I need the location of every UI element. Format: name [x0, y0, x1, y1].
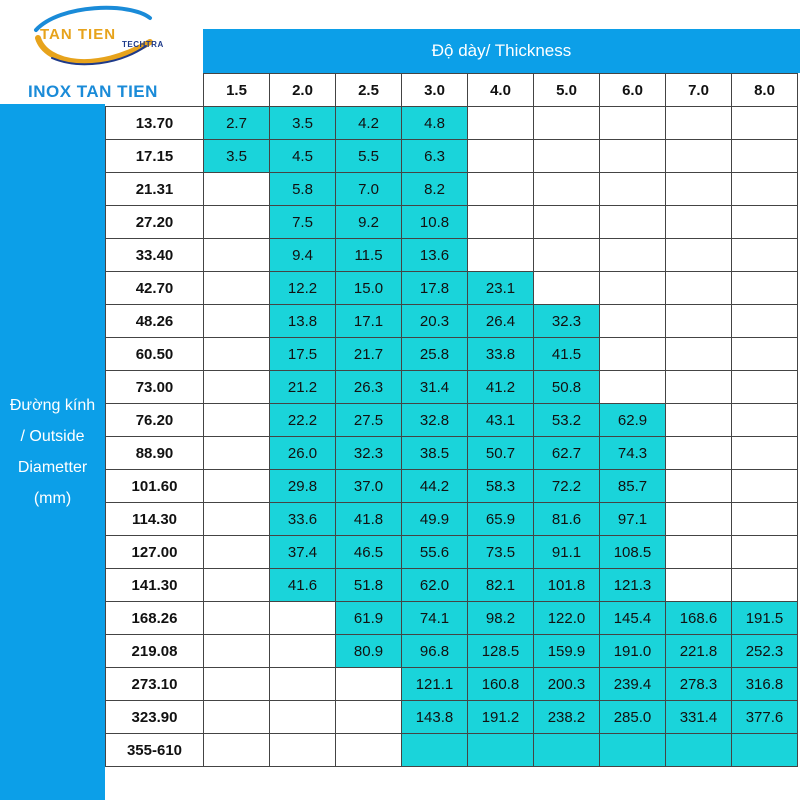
outside-diameter-cell: 101.60 — [106, 470, 204, 503]
weight-cell — [666, 206, 732, 239]
weight-cell — [600, 173, 666, 206]
weight-cell: 191.5 — [732, 602, 798, 635]
weight-cell — [732, 239, 798, 272]
weight-cell: 32.3 — [336, 437, 402, 470]
weight-cell — [204, 734, 270, 767]
weight-cell: 73.5 — [468, 536, 534, 569]
weight-cell: 26.0 — [270, 437, 336, 470]
weight-cell: 285.0 — [600, 701, 666, 734]
weight-cell: 3.5 — [270, 107, 336, 140]
weight-cell — [732, 503, 798, 536]
weight-cell: 50.8 — [534, 371, 600, 404]
weight-cell: 44.2 — [402, 470, 468, 503]
weight-cell — [204, 668, 270, 701]
weight-cell — [666, 239, 732, 272]
thickness-header-cell: 4.0 — [468, 74, 534, 107]
weight-cell: 10.8 — [402, 206, 468, 239]
table-row — [106, 437, 798, 470]
weight-cell: 9.4 — [270, 239, 336, 272]
side-header-line: / Outside — [20, 428, 85, 445]
weight-cell: 27.5 — [336, 404, 402, 437]
weight-cell — [468, 239, 534, 272]
table-row — [106, 635, 798, 668]
weight-cell: 8.2 — [402, 173, 468, 206]
weight-cell: 191.0 — [600, 635, 666, 668]
thickness-header-cell: 5.0 — [534, 74, 600, 107]
weight-cell: 51.8 — [336, 569, 402, 602]
weight-cell: 81.6 — [534, 503, 600, 536]
weight-cell — [336, 668, 402, 701]
weight-cell: 17.8 — [402, 272, 468, 305]
weight-cell — [468, 140, 534, 173]
weight-cell: 145.4 — [600, 602, 666, 635]
weight-cell: 128.5 — [468, 635, 534, 668]
weight-cell: 74.1 — [402, 602, 468, 635]
thickness-header-cell: 1.5 — [204, 74, 270, 107]
weight-cell — [666, 536, 732, 569]
weight-cell: 101.8 — [534, 569, 600, 602]
weight-cell — [534, 107, 600, 140]
weight-cell: 122.0 — [534, 602, 600, 635]
weight-cell — [204, 338, 270, 371]
weight-cell: 58.3 — [468, 470, 534, 503]
weight-cell: 3.5 — [204, 140, 270, 173]
weight-cell: 50.7 — [468, 437, 534, 470]
weight-cell — [666, 107, 732, 140]
table-row — [106, 668, 798, 701]
outside-diameter-cell: 27.20 — [106, 206, 204, 239]
weight-cell: 7.0 — [336, 173, 402, 206]
weight-cell: 21.2 — [270, 371, 336, 404]
side-header-line: Đường kính — [9, 397, 96, 414]
weight-cell: 55.6 — [402, 536, 468, 569]
weight-cell — [732, 437, 798, 470]
weight-cell: 37.4 — [270, 536, 336, 569]
weight-cell — [270, 635, 336, 668]
weight-cell — [732, 338, 798, 371]
weight-cell: 13.6 — [402, 239, 468, 272]
weight-cell: 80.9 — [336, 635, 402, 668]
logo-top-text: TAN TIEN — [40, 26, 117, 43]
weight-cell: 41.6 — [270, 569, 336, 602]
weight-cell — [204, 602, 270, 635]
outside-diameter-cell: 42.70 — [106, 272, 204, 305]
weight-cell — [204, 239, 270, 272]
weight-cell: 6.3 — [402, 140, 468, 173]
weight-cell — [666, 140, 732, 173]
table-row — [106, 470, 798, 503]
thickness-title: Độ dày/ Thickness — [431, 41, 572, 60]
weight-cell: 29.8 — [270, 470, 336, 503]
weight-cell: 62.9 — [600, 404, 666, 437]
thickness-header-cell: 2.0 — [270, 74, 336, 107]
weight-cell: 5.8 — [270, 173, 336, 206]
weight-cell: 91.1 — [534, 536, 600, 569]
outside-diameter-cell: 60.50 — [106, 338, 204, 371]
weight-cell — [600, 371, 666, 404]
weight-cell: 15.0 — [336, 272, 402, 305]
weight-cell — [204, 470, 270, 503]
outside-diameter-cell: 219.08 — [106, 635, 204, 668]
weight-cell — [534, 206, 600, 239]
weight-cell — [204, 536, 270, 569]
thickness-header-cell: 6.0 — [600, 74, 666, 107]
table-row — [106, 239, 798, 272]
table-row — [106, 602, 798, 635]
weight-cell — [666, 734, 732, 767]
weight-cell — [732, 272, 798, 305]
weight-cell — [204, 371, 270, 404]
weight-cell — [666, 338, 732, 371]
weight-cell: 65.9 — [468, 503, 534, 536]
thickness-header — [203, 29, 800, 73]
weight-cell — [468, 734, 534, 767]
weight-cell: 98.2 — [468, 602, 534, 635]
weight-cell — [600, 239, 666, 272]
weight-cell — [270, 701, 336, 734]
weight-cell — [204, 305, 270, 338]
table-row — [106, 206, 798, 239]
weight-cell — [732, 173, 798, 206]
table-row — [106, 734, 798, 767]
weight-cell: 21.7 — [336, 338, 402, 371]
weight-cell — [600, 107, 666, 140]
weight-cell: 61.9 — [336, 602, 402, 635]
weight-cell: 41.5 — [534, 338, 600, 371]
weight-cell: 46.5 — [336, 536, 402, 569]
outside-diameter-cell: 141.30 — [106, 569, 204, 602]
weight-cell: 331.4 — [666, 701, 732, 734]
weight-cell: 43.1 — [468, 404, 534, 437]
weight-cell: 96.8 — [402, 635, 468, 668]
weight-cell: 316.8 — [732, 668, 798, 701]
weight-cell — [204, 437, 270, 470]
weight-cell: 221.8 — [666, 635, 732, 668]
weight-cell: 33.8 — [468, 338, 534, 371]
table-row — [106, 305, 798, 338]
weight-cell — [732, 206, 798, 239]
weight-cell: 17.1 — [336, 305, 402, 338]
weight-cell: 26.3 — [336, 371, 402, 404]
weight-cell — [666, 404, 732, 437]
weight-cell: 7.5 — [270, 206, 336, 239]
table-row — [106, 371, 798, 404]
weight-cell: 26.4 — [468, 305, 534, 338]
weight-cell — [534, 734, 600, 767]
weight-cell — [732, 536, 798, 569]
weight-cell: 32.8 — [402, 404, 468, 437]
weight-cell — [600, 338, 666, 371]
weight-cell — [204, 503, 270, 536]
weight-cell — [666, 272, 732, 305]
weight-cell: 17.5 — [270, 338, 336, 371]
weight-cell: 4.2 — [336, 107, 402, 140]
weight-cell: 62.0 — [402, 569, 468, 602]
weight-cell: 121.1 — [402, 668, 468, 701]
weight-cell: 31.4 — [402, 371, 468, 404]
weight-cell: 143.8 — [402, 701, 468, 734]
weight-cell — [270, 602, 336, 635]
weight-cell: 13.8 — [270, 305, 336, 338]
weight-cell — [666, 437, 732, 470]
thickness-header-cell: 3.0 — [402, 74, 468, 107]
weight-cell — [204, 206, 270, 239]
side-header-line: Diametter — [17, 459, 88, 476]
table-row — [106, 107, 798, 140]
weight-cell: 160.8 — [468, 668, 534, 701]
weight-cell: 49.9 — [402, 503, 468, 536]
weight-cell: 32.3 — [534, 305, 600, 338]
table-row — [106, 701, 798, 734]
weight-cell — [666, 569, 732, 602]
weight-cell — [732, 404, 798, 437]
weight-cell — [666, 173, 732, 206]
weight-cell — [534, 272, 600, 305]
weight-cell — [732, 569, 798, 602]
table-row — [106, 338, 798, 371]
table-row — [106, 503, 798, 536]
logo-sub-text: TECHTRA — [122, 40, 164, 49]
weight-cell — [666, 305, 732, 338]
weight-cell: 37.0 — [336, 470, 402, 503]
weight-cell: 33.6 — [270, 503, 336, 536]
weight-cell — [732, 734, 798, 767]
weight-cell: 20.3 — [402, 305, 468, 338]
outside-diameter-cell: 48.26 — [106, 305, 204, 338]
weight-cell: 22.2 — [270, 404, 336, 437]
outside-diameter-cell: 355-610 — [106, 734, 204, 767]
weight-cell: 82.1 — [468, 569, 534, 602]
weight-cell: 41.8 — [336, 503, 402, 536]
weight-cell — [336, 734, 402, 767]
weight-cell: 168.6 — [666, 602, 732, 635]
weight-cell: 191.2 — [468, 701, 534, 734]
weight-cell — [336, 701, 402, 734]
weight-cell: 85.7 — [600, 470, 666, 503]
weight-cell: 159.9 — [534, 635, 600, 668]
weight-cell: 25.8 — [402, 338, 468, 371]
weight-cell: 238.2 — [534, 701, 600, 734]
weight-cell: 252.3 — [732, 635, 798, 668]
outside-diameter-header — [0, 104, 105, 800]
weight-table — [105, 73, 798, 767]
weight-cell — [732, 140, 798, 173]
corner-cell — [106, 74, 204, 107]
outside-diameter-cell: 13.70 — [106, 107, 204, 140]
weight-cell: 377.6 — [732, 701, 798, 734]
weight-cell: 2.7 — [204, 107, 270, 140]
thickness-row — [106, 74, 798, 107]
weight-cell: 11.5 — [336, 239, 402, 272]
table-row — [106, 140, 798, 173]
weight-cell: 12.2 — [270, 272, 336, 305]
outside-diameter-cell: 76.20 — [106, 404, 204, 437]
weight-cell: 108.5 — [600, 536, 666, 569]
side-header-line: (mm) — [33, 490, 72, 507]
weight-cell: 239.4 — [600, 668, 666, 701]
weight-cell — [666, 470, 732, 503]
outside-diameter-cell: 273.10 — [106, 668, 204, 701]
weight-cell — [468, 206, 534, 239]
weight-cell: 72.2 — [534, 470, 600, 503]
weight-cell — [600, 305, 666, 338]
weight-cell — [600, 272, 666, 305]
weight-cell — [270, 734, 336, 767]
weight-cell — [600, 206, 666, 239]
weight-cell — [402, 734, 468, 767]
weight-cell — [534, 140, 600, 173]
table-row — [106, 404, 798, 437]
weight-cell: 9.2 — [336, 206, 402, 239]
weight-cell: 5.5 — [336, 140, 402, 173]
weight-cell — [732, 305, 798, 338]
weight-cell — [732, 107, 798, 140]
weight-cell — [204, 173, 270, 206]
thickness-header-cell: 8.0 — [732, 74, 798, 107]
outside-diameter-cell: 73.00 — [106, 371, 204, 404]
outside-diameter-cell: 88.90 — [106, 437, 204, 470]
weight-cell — [204, 272, 270, 305]
weight-cell — [468, 173, 534, 206]
weight-cell — [204, 701, 270, 734]
weight-cell: 38.5 — [402, 437, 468, 470]
weight-cell: 41.2 — [468, 371, 534, 404]
weight-cell: 4.5 — [270, 140, 336, 173]
table-row — [106, 173, 798, 206]
weight-cell — [204, 569, 270, 602]
weight-cell — [732, 371, 798, 404]
thickness-header-cell: 7.0 — [666, 74, 732, 107]
weight-cell — [534, 239, 600, 272]
outside-diameter-cell: 114.30 — [106, 503, 204, 536]
weight-cell — [600, 140, 666, 173]
weight-cell: 74.3 — [600, 437, 666, 470]
weight-cell: 53.2 — [534, 404, 600, 437]
table-row — [106, 272, 798, 305]
weight-cell — [204, 404, 270, 437]
weight-cell — [600, 734, 666, 767]
weight-cell: 4.8 — [402, 107, 468, 140]
weight-cell: 62.7 — [534, 437, 600, 470]
weight-cell: 23.1 — [468, 272, 534, 305]
weight-cell: 278.3 — [666, 668, 732, 701]
table-row — [106, 569, 798, 602]
outside-diameter-cell: 127.00 — [106, 536, 204, 569]
weight-cell — [534, 173, 600, 206]
weight-cell — [666, 371, 732, 404]
outside-diameter-cell: 168.26 — [106, 602, 204, 635]
weight-cell: 97.1 — [600, 503, 666, 536]
weight-cell — [666, 503, 732, 536]
table-row — [106, 536, 798, 569]
outside-diameter-cell: 33.40 — [106, 239, 204, 272]
weight-cell: 121.3 — [600, 569, 666, 602]
weight-cell — [204, 635, 270, 668]
outside-diameter-cell: 323.90 — [106, 701, 204, 734]
weight-cell: 200.3 — [534, 668, 600, 701]
brand-name: INOX TAN TIEN — [28, 82, 158, 101]
thickness-header-cell: 2.5 — [336, 74, 402, 107]
outside-diameter-cell: 17.15 — [106, 140, 204, 173]
weight-cell — [732, 470, 798, 503]
weight-cell — [270, 668, 336, 701]
outside-diameter-cell: 21.31 — [106, 173, 204, 206]
weight-cell — [468, 107, 534, 140]
